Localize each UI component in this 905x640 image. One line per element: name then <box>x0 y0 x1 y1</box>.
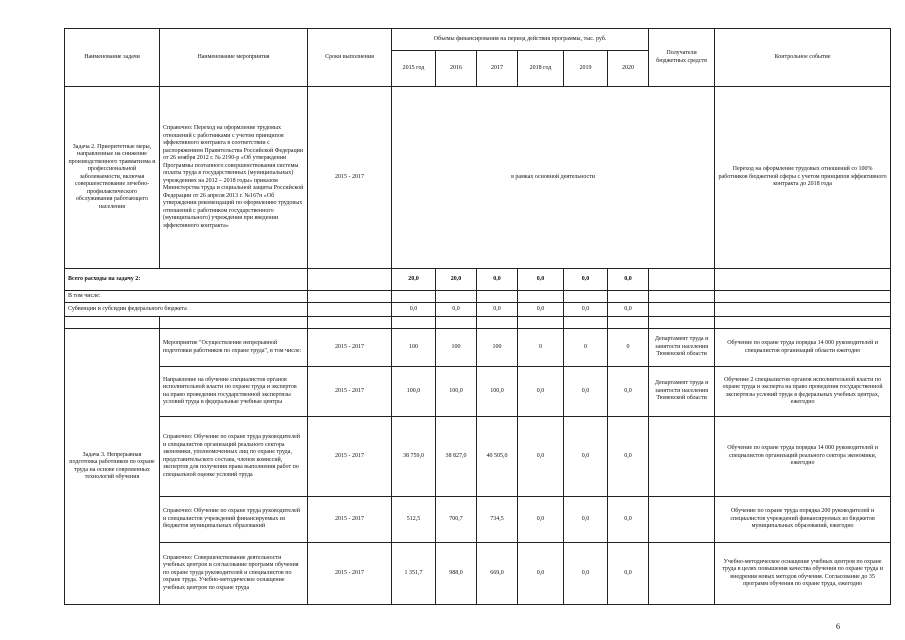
total-label: Всего расходы на задачу 2: <box>65 269 308 291</box>
task3-value: 100,0 <box>436 367 477 417</box>
task3-value: 1 351,7 <box>392 543 436 605</box>
task3-period: 2015 - 2017 <box>308 329 392 367</box>
task3-activity: Справочно: Совершенствование деятельности учебных центров и согласование программ обучения по охране труда руководителей и специалистов по охране труда. Учебно-методическое оснащение учебных центров по охране труда <box>160 543 308 605</box>
task3-row <box>65 497 891 543</box>
task3-value: 988,0 <box>436 543 477 605</box>
task3-control-event: Обучение 2 специалистов органов исполнительной власти по охране труда и эксперта на право проведения государственной экспертизы условий труда в федеральных учебных центрах, ежегодно <box>715 367 891 417</box>
header-task-name: Наименование задачи <box>65 29 160 87</box>
task3-value: 38 827,0 <box>436 417 477 497</box>
task3-value: 0,0 <box>608 417 649 497</box>
total-value: 0,0 <box>518 269 564 291</box>
task3-value: 100 <box>436 329 477 367</box>
task3-value: 0,0 <box>518 367 564 417</box>
total-value: 0,0 <box>608 269 649 291</box>
header-year: 2015 год <box>392 51 436 87</box>
total-value: 0,0 <box>564 269 608 291</box>
task3-name: Задача 3. Непрерывная подготовка работников по охране труда на основе современных технологий обучения <box>65 329 160 605</box>
federal-value: 0,0 <box>564 303 608 317</box>
task3-value: 0 <box>608 329 649 367</box>
empty-cell <box>308 269 392 291</box>
total-value: 20,0 <box>392 269 436 291</box>
spacer-row <box>65 317 891 329</box>
task3-value: 38 759,0 <box>392 417 436 497</box>
header-year: 2020 <box>608 51 649 87</box>
task3-row <box>65 367 891 417</box>
task3-value: 0,0 <box>564 497 608 543</box>
task3-value: 100 <box>477 329 518 367</box>
task3-period: 2015 - 2017 <box>308 417 392 497</box>
task3-value: 734,5 <box>477 497 518 543</box>
header-activity-name: Наименование мероприятия <box>160 29 308 87</box>
task3-recipient <box>649 497 715 543</box>
task3-recipient <box>649 543 715 605</box>
task3-value: 700,7 <box>436 497 477 543</box>
task3-activity: Мероприятие "Осуществление непрерывной подготовки работников по охране труда", в том числе: <box>160 329 308 367</box>
task3-recipient <box>649 417 715 497</box>
header-year: 2019 <box>564 51 608 87</box>
total-value: 0,0 <box>477 269 518 291</box>
including-row <box>65 291 891 303</box>
header-year: 2017 <box>477 51 518 87</box>
header-deadlines: Сроки выполнения <box>308 29 392 87</box>
task3-period: 2015 - 2017 <box>308 367 392 417</box>
header-row-1 <box>65 29 891 51</box>
page-number: 6 <box>836 622 840 631</box>
task2-activity: Справочно: Переход на оформление трудовых отношений с работниками с учетом принципов эффективного контракта в соответствии с распоряжением Правительства Российской Федерации от 26 ноября 2012 г. № 2190-р «Об утверждении Программы поэтапного совершенствования системы оплаты труда в государственных (муниципальных) учреждениях на 2012 – 2018 годы» приказом Министерства труда и социальной защиты Российской Федерации от 26 апреля 2013 г. №167н «Об утверждении рекомендаций по оформлению трудовых отношений с работником государственного (муниципального) учреждения при введении эффективного контракта» <box>160 87 308 269</box>
task3-value: 0,0 <box>564 367 608 417</box>
task3-value: 100 <box>392 329 436 367</box>
task3-control-event: Обучение по охране труда порядка 14 000 руководителей и специалистов организаций области ежегодно <box>715 329 891 367</box>
task3-activity: Справочно: Обучение по охране труда руководителей и специалистов организаций реального сектора экономики, уполномоченных лиц по охране труда, представительского состава, членов комиссий, экспертов для получения права выполнения работ по специальной оценке условий труда <box>160 417 308 497</box>
task2-control-event: Переход на оформление трудовых отношений со 100% работников бюджетной сферы с учетом принципов эффективного контракта до 2018 года <box>715 87 891 269</box>
task3-value: 0,0 <box>518 497 564 543</box>
federal-value: 0,0 <box>477 303 518 317</box>
task3-value: 0,0 <box>518 543 564 605</box>
task2-period: 2015 - 2017 <box>308 87 392 269</box>
total-value: 20,0 <box>436 269 477 291</box>
empty-cell <box>715 269 891 291</box>
task3-value: 0,0 <box>608 367 649 417</box>
task3-recipient: Департамент труда и занятости населения Тюменской области <box>649 367 715 417</box>
task3-value: 0 <box>518 329 564 367</box>
including-label: В том числе: <box>65 291 308 303</box>
task3-value: 100,0 <box>392 367 436 417</box>
task2-funding-note: в рамках основной деятельности <box>392 87 715 269</box>
task3-row <box>65 417 891 497</box>
header-funding: Объемы финансирования на период действия программы, тыс. руб. <box>392 29 649 51</box>
header-control-event: Контрольное событие <box>715 29 891 87</box>
total-row <box>65 269 891 291</box>
federal-value: 0,0 <box>392 303 436 317</box>
task3-value: 0,0 <box>518 417 564 497</box>
task2-row <box>65 87 891 269</box>
task3-recipient: Департамент труда и занятости населения Тюменской области <box>649 329 715 367</box>
empty-cell <box>649 269 715 291</box>
header-year: 2018 год <box>518 51 564 87</box>
task3-control-event: Учебно-методическое оснащение учебных центров по охране труда в целях повышения качества обучения по охране труда и внедрения новых методов обучения. Согласование до 35 программ обучения по охране труда, ежегодно <box>715 543 891 605</box>
program-table <box>64 28 891 605</box>
federal-value: 0,0 <box>608 303 649 317</box>
header-year: 2016 <box>436 51 477 87</box>
task3-activity: Справочно: Обучение по охране труда руководителей и специалистов учреждений финансируемых из бюджетов муниципальных образований <box>160 497 308 543</box>
task3-row <box>65 543 891 605</box>
task3-value: 0,0 <box>564 543 608 605</box>
task3-value: 512,5 <box>392 497 436 543</box>
federal-value: 0,0 <box>518 303 564 317</box>
task3-control-event: Обучение по охране труда порядка 14 000 руководителей и специалистов организаций реального сектора экономики, ежегодно <box>715 417 891 497</box>
task3-value: 669,0 <box>477 543 518 605</box>
federal-row <box>65 303 891 317</box>
federal-value: 0,0 <box>436 303 477 317</box>
task3-activity: Направление на обучение специалистов органов исполнительной власти по охране труда и экспертов на право проведения государственной экспертизы условий труда в федеральные учебные центры <box>160 367 308 417</box>
task3-period: 2015 - 2017 <box>308 497 392 543</box>
federal-label: Субвенции и субсидии федерального бюджета <box>65 303 308 317</box>
task3-period: 2015 - 2017 <box>308 543 392 605</box>
task3-row <box>65 329 891 367</box>
task3-control-event: Обучение по охране труда порядка 200 руководителей и специалистов учреждений финансируемых из бюджетов муниципальных образований, ежегодно <box>715 497 891 543</box>
task3-value: 0,0 <box>564 417 608 497</box>
task3-value: 0,0 <box>608 497 649 543</box>
task3-value: 0 <box>564 329 608 367</box>
task2-name: Задача 2. Приоритетные меры, направленные на снижение производственного травматизма и профессиональной заболеваемости, включая совершенствование лечебно-профилактического обслуживания работающего населения <box>65 87 160 269</box>
header-recipients: Получатели бюджетных средств <box>649 29 715 87</box>
task3-value: 100,0 <box>477 367 518 417</box>
task3-value: 0,0 <box>608 543 649 605</box>
task3-value: 40 505,0 <box>477 417 518 497</box>
